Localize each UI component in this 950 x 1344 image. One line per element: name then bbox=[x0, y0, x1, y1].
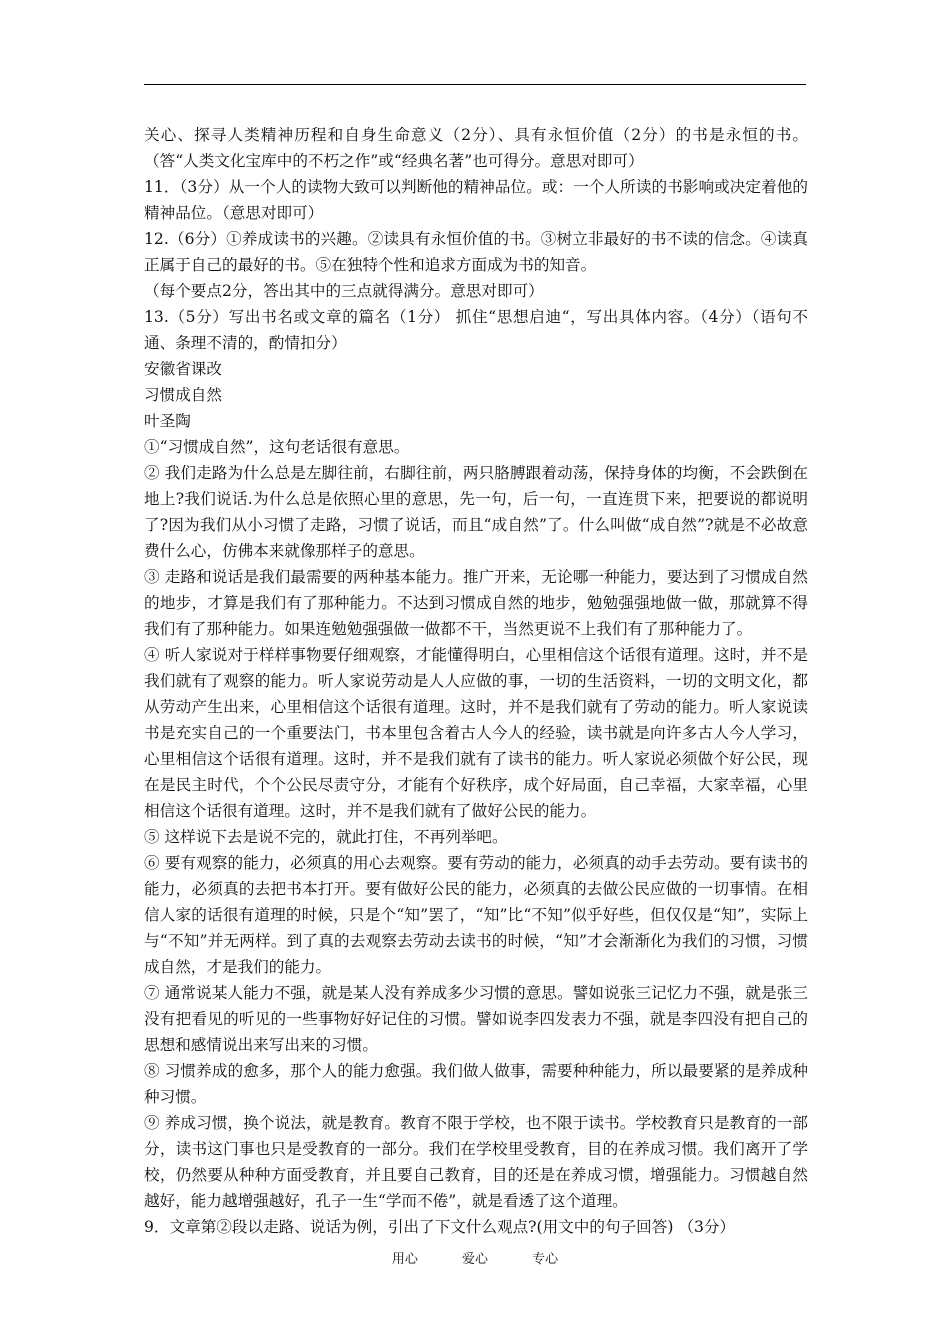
footer-word: 用心 bbox=[391, 1252, 418, 1267]
paragraph: ③ 走路和说话是我们最需要的两种基本能力。推广开来，无论哪一种能力，要达到了习惯成自然的地步，才算是我们有了那种能力。不达到习惯成自然的地步，勉勉强强地做一做，那就算不得我们有了那种能力。如果连勉勉强强做一做都不干，当然更说不上我们有了那种能力了。 bbox=[144, 568, 808, 638]
article-title: 习惯成自然 bbox=[144, 386, 222, 404]
paragraph: ⑦ 通常说某人能力不强，就是某人没有养成多少习惯的意思。譬如说张三记忆力不强，就是张三没有把看见的听见的一些事物好好记住的习惯。譬如说李四发表力不强，就是李四没有把自己的思想和感情说出来写出来的习惯。 bbox=[144, 984, 808, 1054]
paragraph: ② 我们走路为什么总是左脚往前，右脚往前，两只胳膊跟着动荡，保持身体的均衡，不会跌倒在地上?我们说话.为什么总是依照心里的意思，先一句，后一句，一直连贯下来，把要说的都说明了?因为我们从小习惯了走路，习惯了说话，而且“成自然”了。什么叫做“成自然”?就是不必故意费什么心，仿佛本来就像那样子的意思。 bbox=[144, 464, 808, 560]
paragraph: ⑤ 这样说下去是说不完的，就此打住，不再列举吧。 bbox=[144, 828, 508, 846]
paragraph: 安徽省课改 bbox=[144, 360, 222, 378]
paragraph: ①“习惯成自然”，这句老话很有意思。 bbox=[144, 438, 410, 456]
page-footer bbox=[0, 1248, 950, 1267]
paragraph: 11．（3分）从一个人的读物大致可以判断他的精神品位。或：一个人所读的书影响或决定着他的精神品位。（意思对即可） bbox=[144, 178, 808, 222]
document-body bbox=[144, 122, 808, 1240]
paragraph: （每个要点2分，答出其中的三点就得满分。意思对即可） bbox=[144, 282, 544, 300]
question: 9．文章第②段以走路、说话为例，引出了下文什么观点?(用文中的句子回答) （3分） bbox=[144, 1218, 736, 1236]
header-rule bbox=[144, 84, 806, 85]
footer-word: 爱心 bbox=[461, 1252, 488, 1267]
paragraph: 关心、探寻人类精神历程和自身生命意义（2分）、具有永恒价值（2分）的书是永恒的书。（答“人类文化宝库中的不朽之作”或“经典名著”也可得分。意思对即可） bbox=[144, 126, 808, 170]
paragraph: ⑥ 要有观察的能力，必须真的用心去观察。要有劳动的能力，必须真的动手去劳动。要有读书的能力，必须真的去把书本打开。要有做好公民的能力，必须真的去做公民应做的一切事情。在相信人家的话很有道理的时候，只是个“知”罢了，“知”比“不知”似乎好些，但仅仅是“知”，实际上与“不知”并无两样。到了真的去观察去劳动去读书的时候，“知”才会渐渐化为我们的习惯，习惯成自然，才是我们的能力。 bbox=[144, 854, 808, 976]
article-author: 叶圣陶 bbox=[144, 412, 191, 430]
paragraph: ⑨ 养成习惯，换个说法，就是教育。教育不限于学校，也不限于读书。学校教育只是教育的一部分，读书这门事也只是受教育的一部分。我们在学校里受教育，目的在养成习惯。我们离开了学校，仍然要从种种方面受教育，并且要自己教育，目的还是在养成习惯，增强能力。习惯越自然越好，能力越增强越好，孔子一生“学而不倦”，就是看透了这个道理。 bbox=[144, 1114, 808, 1210]
paragraph: ⑧ 习惯养成的愈多，那个人的能力愈强。我们做人做事，需要种种能力，所以最要紧的是养成种种习惯。 bbox=[144, 1062, 808, 1106]
footer-word: 专心 bbox=[532, 1252, 559, 1267]
paragraph: 13.（5分）写出书名或文章的篇名（1分） 抓住“思想启迪“，写出具体内容。（4分）（语句不通、条理不清的，酌情扣分） bbox=[144, 308, 808, 352]
paragraph: 12.（6分）①养成读书的兴趣。②读具有永恒价值的书。③树立非最好的书不读的信念。④读真正属于自己的最好的书。⑤在独特个性和追求方面成为书的知音。 bbox=[144, 230, 808, 274]
paragraph: ④ 听人家说对于样样事物要仔细观察，才能懂得明白，心里相信这个话很有道理。这时，并不是我们就有了观察的能力。听人家说劳动是人人应做的事，一切的生活资料，一切的文明文化，都从劳动产生出来，心里相信这个话很有道理。这时，并不是我们就有了劳动的能力。听人家说读书是充实自己的一个重要法门，书本里包含着古人今人的经验，读书就是向许多古人今人学习，心里相信这个话很有道理。这时，并不是我们就有了读书的能力。听人家说必须做个好公民，现在是民主时代，个个公民尽责守分，才能有个好秩序，成个好局面，自己幸福，大家幸福，心里相信这个话很有道理。这时，并不是我们就有了做好公民的能力。 bbox=[144, 646, 808, 820]
